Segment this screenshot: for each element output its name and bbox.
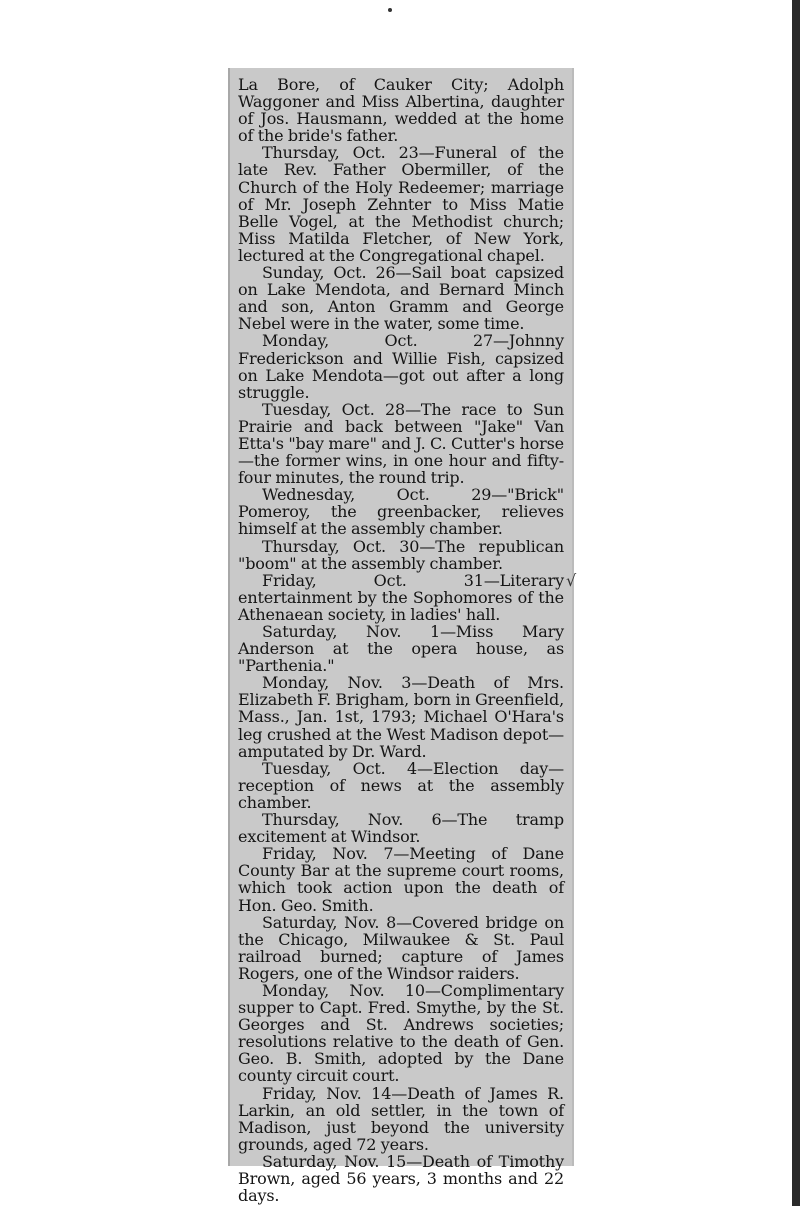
handwritten-check-mark: √ <box>566 571 577 590</box>
clipping-entry-nov-7: Friday, Nov. 7—Meeting of Dane County Bar at the supreme court rooms, which took action upon the death of Hon. Geo. Smith. <box>238 844 564 915</box>
clipping-entry-nov-1: Saturday, Nov. 1—Miss Mary Anderson at the opera house, as "Parthenia." <box>238 622 564 676</box>
clipping-entry-oct-31: Friday, Oct. 31—Literary entertainment by the Sophomores of the Athenaean society, in ladies' hall. <box>238 570 564 624</box>
clipping-paragraph-1: La Bore, of Cauker City; Adolph Waggoner and Miss Albertina, daughter of Jos. Hausmann, wedded at the home of the bride's father. <box>238 75 564 146</box>
clipping-entry-oct-23: Thursday, Oct. 23—Funeral of the late Rev. Father Obermiller, of the Church of the Holy Redeemer; marriage of Mr. Joseph Zehnter to Miss Matie Belle Vogel, at the Methodist church; Miss Matilda Fletcher, of New York, lectured at the Congregational chapel. <box>238 143 564 265</box>
clipping-entry-nov-4: Tuesday, Oct. 4—Election day—reception of news at the assembly chamber. <box>238 758 564 812</box>
clipping-entry-nov-15: Saturday, Nov. 15—Death of Timothy Brown, aged 56 years, 3 months and 22 days. <box>238 1151 564 1206</box>
clipping-entry-nov-6: Thursday, Nov. 6—The tramp excitement at Windsor. <box>238 810 564 847</box>
page-edge <box>792 0 800 1206</box>
newspaper-clipping <box>228 68 577 1206</box>
top-dot <box>388 8 392 12</box>
clipping-entry-nov-8: Saturday, Nov. 8—Covered bridge on the Chicago, Milwaukee & St. Paul railroad burned; capture of James Rogers, one of the Windsor raiders. <box>238 912 564 983</box>
clipping-entry-oct-30: Thursday, Oct. 30—The republican "boom" at the assembly chamber. <box>238 536 564 573</box>
clipping-entry-nov-3: Monday, Nov. 3—Death of Mrs. Elizabeth F. Brigham, born in Greenfield, Mass., Jan. 1st, 1793; Michael O'Hara's leg crushed at the West Madison depot—amputated by Dr. Ward. <box>238 673 564 761</box>
clipping-entry-oct-29: Wednesday, Oct. 29—"Brick" Pomeroy, the greenbacker, relieves himself at the assembly chamber. <box>238 485 564 539</box>
clipping-entry-oct-27: Monday, Oct. 27—Johnny Frederickson and Willie Fish, capsized on Lake Mendota—got out after a long struggle. <box>238 331 564 402</box>
clipping-entry-oct-28: Tuesday, Oct. 28—The race to Sun Prairie and back between "Jake" Van Etta's "bay mare" and J. C. Cutter's horse—the former wins, in one hour and fifty-four minutes, the round trip. <box>238 399 564 488</box>
clipping-entry-nov-10: Monday, Nov. 10—Complimentary supper to Capt. Fred. Smythe, by the St. Georges and St. Andrews societies; resolutions relative to the death of Gen. Geo. B. Smith, adopted by the Dane county circuit court. <box>238 980 564 1086</box>
clipping-entry-oct-26: Sunday, Oct. 26—Sail boat capsized on Lake Mendota, and Bernard Minch and son, Anton Gramm and George Nebel were in the water, some time. <box>238 263 564 334</box>
clipping-entry-nov-14: Friday, Nov. 14—Death of James R. Larkin, an old settler, in the town of Madison, just beyond the university grounds, aged 72 years. <box>238 1083 564 1154</box>
